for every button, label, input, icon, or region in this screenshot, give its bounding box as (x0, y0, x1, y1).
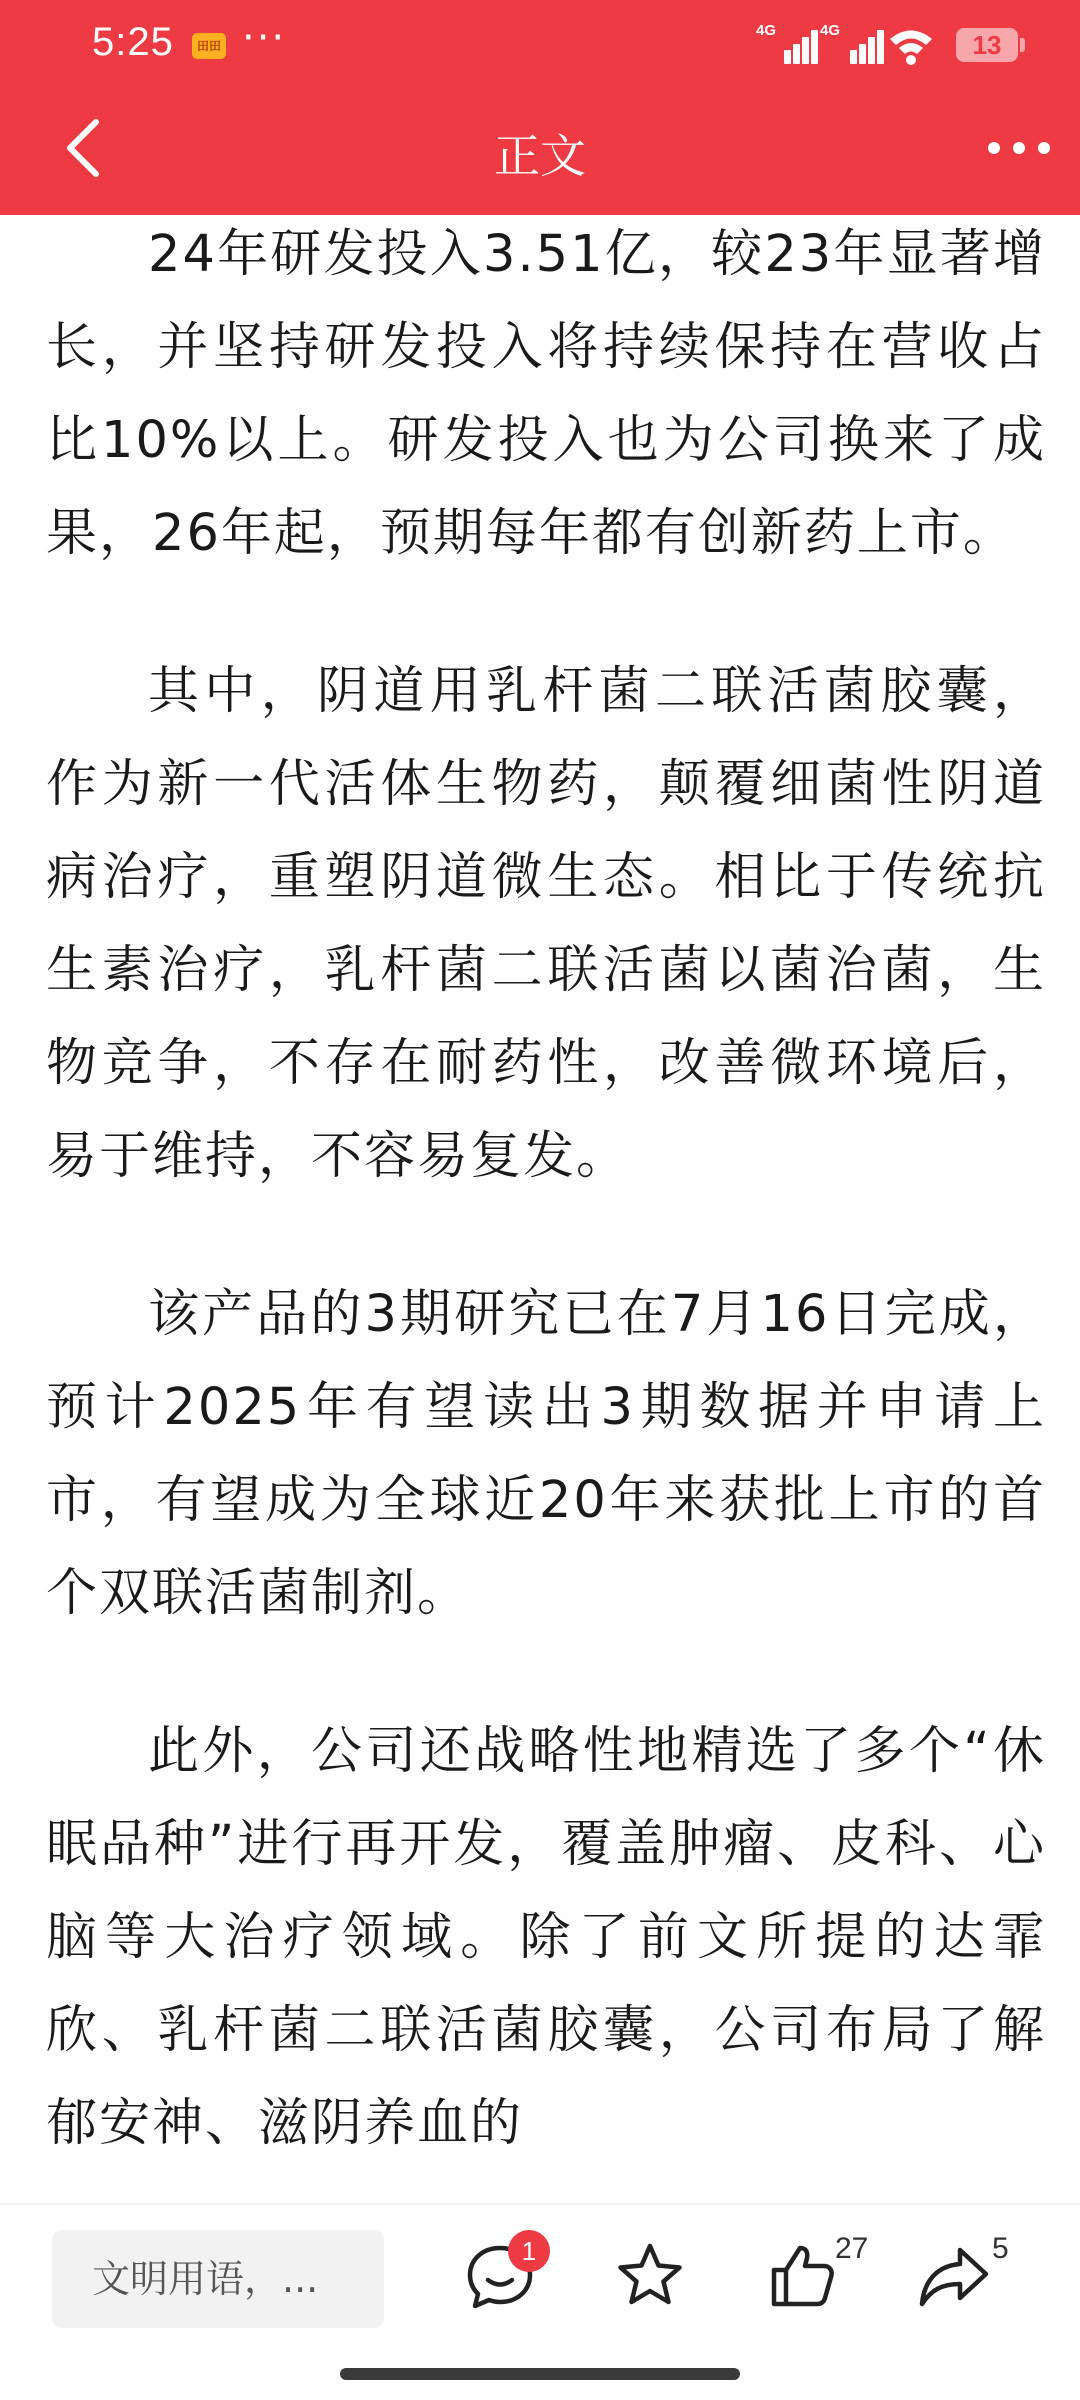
signal-icon-2: 4G (820, 22, 882, 64)
wifi-icon (888, 26, 934, 66)
favorite-button[interactable] (610, 2236, 690, 2316)
title-bar (0, 92, 1080, 215)
article-paragraph: 其中，阴道用乳杆菌二联活菌胶囊，作为新一代活体生物药，颠覆细菌性阴道病治疗，重塑阴道微生态。相比于传统抗生素治疗，乳杆菌二联活菌以菌治菌，生物竞争，不存在耐药性，改善微环境后，易于维持，不容易复发。 (46, 662, 1046, 1186)
more-horizontal-icon (984, 132, 1054, 164)
article-paragraph: 此外，公司还战略性地精选了多个“休眠品种”进行再开发，覆盖肿瘤、皮科、心脑等大治疗领域。除了前文所提的达霏欣、乳杆菌二联活菌胶囊，公司布局了解郁安神、滋阴养血的 (46, 1722, 1046, 2153)
share-icon (914, 2236, 994, 2316)
article-paragraph: 24年研发投入3.51亿，较23年显著增长，并坚持研发投入将持续保持在营收占比10%以上。研发投入也为公司换来了成果，26年起，预期每年都有创新药上市。 (46, 225, 1046, 563)
home-indicator[interactable] (340, 2368, 740, 2380)
share-button[interactable] (914, 2236, 994, 2316)
battery-icon: 13 (956, 28, 1018, 62)
signal-icon-1: 4G (756, 22, 816, 64)
comment-input[interactable]: 文明用语，... (52, 2230, 384, 2328)
star-icon (610, 2236, 690, 2316)
comment-count-badge: 1 (508, 2230, 550, 2272)
status-bar (0, 0, 1080, 92)
page-title: 正文 (494, 129, 586, 183)
status-time: 5:25 (92, 20, 174, 64)
app-header (0, 0, 1080, 215)
like-button[interactable] (762, 2236, 842, 2316)
battery-tip (1020, 38, 1025, 52)
article-paragraph: 该产品的3期研究已在7月16日完成，预计2025年有望读出3期数据并申请上市，有望成为全球近20年来获批上市的首个双联活菌制剂。 (46, 1285, 1046, 1623)
bottom-bar-divider (0, 2203, 1080, 2205)
thumbs-up-icon (762, 2236, 842, 2316)
share-count: 5 (992, 2232, 1009, 2265)
like-count: 27 (835, 2232, 869, 2265)
more-notifications-icon: ··· (242, 15, 287, 61)
app-notification-icon: 田田 (192, 33, 226, 59)
more-options-button[interactable] (984, 132, 1054, 164)
article-body (46, 215, 1046, 2205)
